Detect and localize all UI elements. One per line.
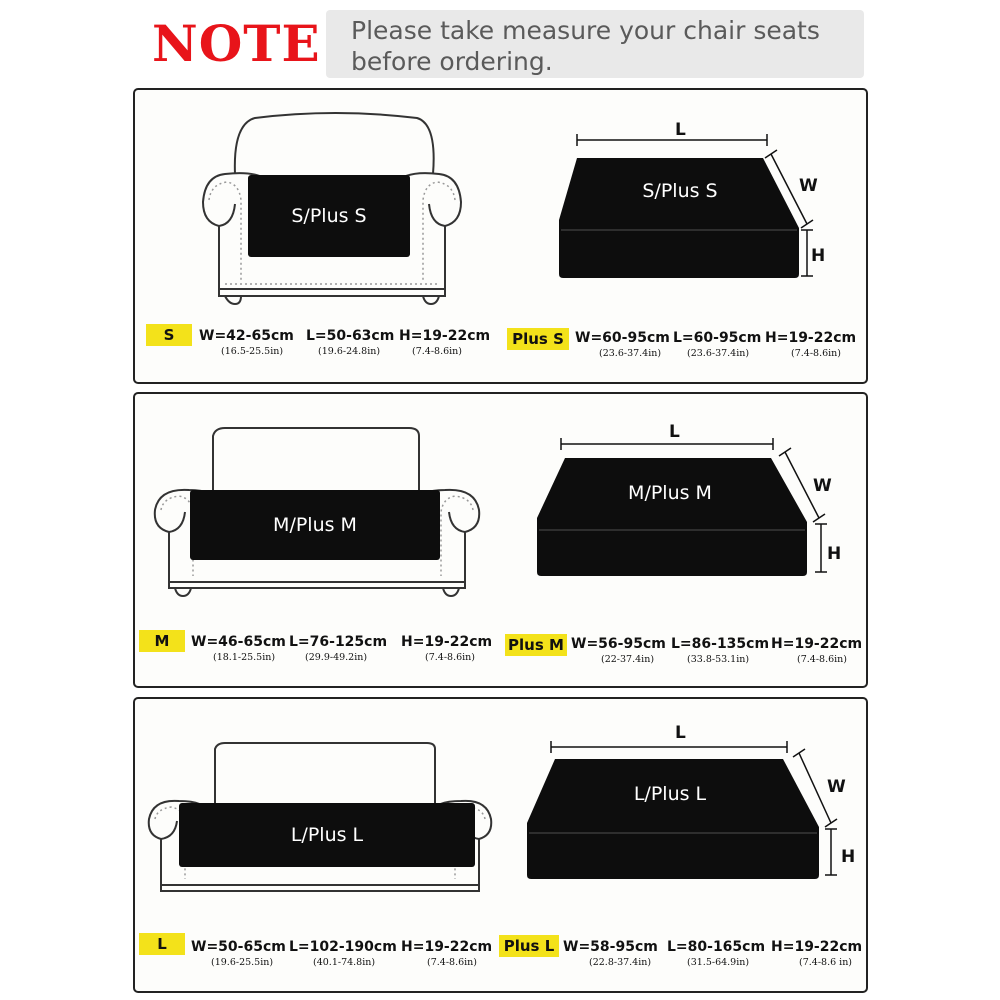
height-cm: H=19-22cm — [401, 634, 493, 650]
length-cm: L=86-135cm — [671, 636, 770, 652]
cushion-label: S/Plus S — [642, 180, 718, 202]
length-in: (29.9-49.2in) — [305, 652, 368, 663]
dimension-h-label: H — [827, 544, 842, 564]
width-in: (22-37.4in) — [601, 654, 655, 665]
cushion-diagram — [521, 727, 861, 897]
length-cm: L=50-63cm — [306, 328, 395, 344]
size-tag-plus-l: Plus L — [499, 935, 559, 957]
height-in: (7.4-8.6 in) — [799, 957, 853, 968]
cushion-label: M/Plus M — [628, 482, 712, 504]
note-heading: NOTE — [152, 14, 321, 73]
size-tag-plus-s: Plus S — [507, 328, 569, 350]
height-in: (7.4-8.6in) — [791, 348, 841, 359]
width-in: (19.6-25.5in) — [211, 957, 274, 968]
dimension-l-label: L — [675, 723, 686, 743]
length-in: (23.6-37.4in) — [687, 348, 750, 359]
dimension-h-label: H — [841, 847, 856, 867]
height-cm: H=19-22cm — [771, 636, 863, 652]
size-tag-l: L — [139, 933, 185, 955]
size-panel-s — [133, 88, 868, 384]
height-in: (7.4-8.6in) — [797, 654, 847, 665]
length-cm: L=76-125cm — [289, 634, 388, 650]
height-in: (7.4-8.6in) — [427, 957, 477, 968]
note-message-line1: Please take measure your chair seats — [351, 16, 820, 45]
height-in: (7.4-8.6in) — [425, 652, 475, 663]
length-in: (19.6-24.8in) — [318, 346, 381, 357]
height-cm: H=19-22cm — [401, 939, 493, 955]
width-cm: W=50-65cm — [191, 939, 286, 955]
width-in: (23.6-37.4in) — [599, 348, 662, 359]
cushion-diagram — [531, 422, 851, 592]
length-cm: L=102-190cm — [289, 939, 397, 955]
height-cm: H=19-22cm — [771, 939, 863, 955]
note-message — [326, 10, 864, 78]
length-cm: L=60-95cm — [673, 330, 762, 346]
height-in: (7.4-8.6in) — [412, 346, 462, 357]
cushion-label: L/Plus L — [633, 783, 707, 805]
size-tag-plus-m: Plus M — [505, 634, 567, 656]
width-cm: W=60-95cm — [575, 330, 670, 346]
length-in: (33.8-53.1in) — [687, 654, 750, 665]
width-in: (22.8-37.4in) — [589, 957, 652, 968]
width-in: (18.1-25.5in) — [213, 652, 276, 663]
dimension-w-label: W — [799, 176, 818, 196]
dimension-l-label: L — [669, 422, 680, 442]
size-panel-m — [133, 392, 868, 688]
note-message-line2: before ordering. — [351, 47, 553, 76]
width-cm: W=58-95cm — [563, 939, 658, 955]
dimension-w-label: W — [827, 777, 846, 797]
length-cm: L=80-165cm — [667, 939, 766, 955]
height-cm: H=19-22cm — [399, 328, 491, 344]
dimension-w-label: W — [813, 476, 832, 496]
dimension-h-label: H — [811, 246, 826, 266]
length-in: (31.5-64.9in) — [687, 957, 750, 968]
seat-cushion-on-sofa: L/Plus L — [179, 803, 475, 867]
width-in: (16.5-25.5in) — [221, 346, 284, 357]
seat-cushion-on-sofa: M/Plus M — [190, 490, 440, 560]
size-panel-l — [133, 697, 868, 993]
height-cm: H=19-22cm — [765, 330, 857, 346]
width-cm: W=46-65cm — [191, 634, 286, 650]
width-cm: W=42-65cm — [199, 328, 294, 344]
seat-cushion-on-chair: S/Plus S — [248, 175, 410, 257]
length-in: (40.1-74.8in) — [313, 957, 376, 968]
dimension-l-label: L — [675, 120, 686, 140]
size-tag-s: S — [146, 324, 192, 346]
width-cm: W=56-95cm — [571, 636, 666, 652]
cushion-diagram — [555, 118, 845, 288]
size-tag-m: M — [139, 630, 185, 652]
